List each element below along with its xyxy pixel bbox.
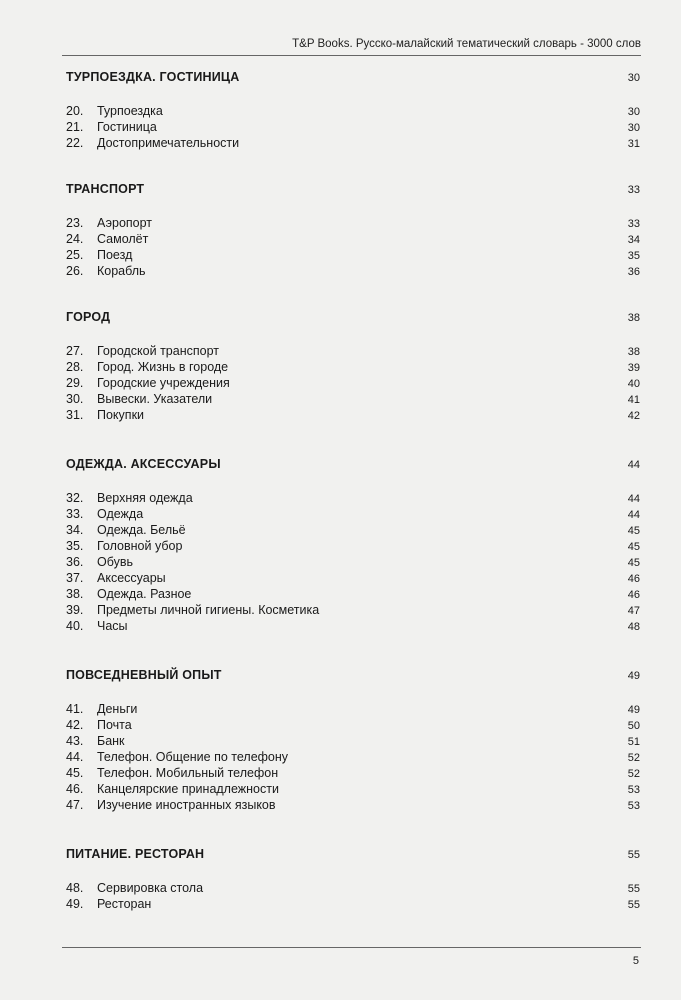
entry-title: Ресторан — [97, 897, 152, 911]
toc-entry — [66, 216, 640, 232]
toc-entry — [66, 136, 640, 152]
entry-number: 20. — [66, 104, 84, 118]
entry-number: 24. — [66, 232, 84, 246]
entry-number: 26. — [66, 264, 84, 278]
entry-page-number: 39 — [627, 362, 640, 374]
toc-section — [66, 70, 640, 182]
entry-title: Телефон. Общение по телефону — [97, 750, 289, 764]
footer-divider — [62, 947, 641, 948]
section-page-number: 44 — [627, 459, 640, 471]
entry-page-number: 36 — [627, 266, 640, 278]
toc-entry — [66, 881, 640, 897]
entry-page-number: 42 — [627, 410, 640, 422]
entry-title: Телефон. Мобильный телефон — [97, 766, 279, 780]
entry-page-number: 30 — [627, 106, 640, 118]
toc-entry — [66, 376, 640, 392]
entry-page-number: 51 — [627, 736, 640, 748]
toc-entry — [66, 587, 640, 603]
entry-page-number: 38 — [627, 346, 640, 358]
toc-entry — [66, 571, 640, 587]
entry-number: 34. — [66, 523, 84, 537]
entry-page-number: 30 — [627, 122, 640, 134]
section-title: ОДЕЖДА. АКСЕССУАРЫ — [66, 457, 221, 471]
running-header: T&P Books. Русско-малайский тематический словарь - 3000 слов — [292, 38, 641, 50]
entry-title: Предметы личной гигиены. Косметика — [97, 603, 320, 617]
section-page-number: 30 — [627, 72, 640, 84]
entry-page-number: 33 — [627, 218, 640, 230]
entry-title: Одежда. Разное — [97, 587, 192, 601]
entry-number: 21. — [66, 120, 84, 134]
entry-number: 31. — [66, 408, 84, 422]
toc-entry — [66, 782, 640, 798]
toc-entry — [66, 539, 640, 555]
entry-number: 45. — [66, 766, 84, 780]
entry-number: 23. — [66, 216, 84, 230]
entry-title: Аэропорт — [97, 216, 153, 230]
entry-page-number: 46 — [627, 589, 640, 601]
entry-title: Городской транспорт — [97, 344, 219, 358]
entry-title: Одежда — [97, 507, 144, 521]
entry-page-number: 41 — [627, 394, 640, 406]
entry-title: Почта — [97, 718, 132, 732]
toc-entry — [66, 104, 640, 120]
entry-page-number: 44 — [627, 509, 640, 521]
toc-entry — [66, 750, 640, 766]
toc-entry — [66, 232, 640, 248]
toc-entry — [66, 555, 640, 571]
entry-number: 43. — [66, 734, 84, 748]
entry-page-number: 55 — [627, 899, 640, 911]
toc-section — [66, 668, 640, 847]
entry-page-number: 40 — [627, 378, 640, 390]
toc-entry — [66, 408, 640, 424]
entry-title: Гостиница — [97, 120, 157, 134]
section-page-number: 38 — [627, 312, 640, 324]
entry-title: Изучение иностранных языков — [97, 798, 276, 812]
entry-number: 32. — [66, 491, 84, 505]
entry-title: Банк — [97, 734, 125, 748]
entry-page-number: 52 — [627, 752, 640, 764]
section-title: ГОРОД — [66, 310, 111, 324]
section-heading-row — [66, 182, 640, 202]
toc-entry — [66, 392, 640, 408]
entry-number: 36. — [66, 555, 84, 569]
toc-section — [66, 847, 640, 943]
entry-number: 28. — [66, 360, 84, 374]
toc-entry — [66, 718, 640, 734]
entry-number: 27. — [66, 344, 84, 358]
toc-entry — [66, 360, 640, 376]
entry-page-number: 31 — [627, 138, 640, 150]
entry-title: Турпоездка — [97, 104, 163, 118]
entry-number: 47. — [66, 798, 84, 812]
toc-section — [66, 182, 640, 310]
section-page-number: 49 — [627, 670, 640, 682]
entry-title: Вывески. Указатели — [97, 392, 213, 406]
section-heading-row — [66, 457, 640, 477]
section-title: ТУРПОЕЗДКА. ГОСТИНИЦА — [66, 70, 240, 84]
toc-entry — [66, 120, 640, 136]
entry-number: 29. — [66, 376, 84, 390]
entry-number: 38. — [66, 587, 84, 601]
entry-page-number: 53 — [627, 800, 640, 812]
entry-number: 37. — [66, 571, 84, 585]
entry-number: 46. — [66, 782, 84, 796]
entry-page-number: 55 — [627, 883, 640, 895]
entry-page-number: 44 — [627, 493, 640, 505]
entry-number: 42. — [66, 718, 84, 732]
entry-title: Корабль — [97, 264, 146, 278]
entry-page-number: 50 — [627, 720, 640, 732]
entry-number: 22. — [66, 136, 84, 150]
entry-title: Город. Жизнь в городе — [97, 360, 229, 374]
toc-entry — [66, 523, 640, 539]
toc-entry — [66, 766, 640, 782]
toc-section — [66, 310, 640, 457]
toc-entry — [66, 734, 640, 750]
entry-title: Поезд — [97, 248, 133, 262]
entry-number: 49. — [66, 897, 84, 911]
toc-entry — [66, 702, 640, 718]
entry-title: Покупки — [97, 408, 145, 422]
entry-number: 33. — [66, 507, 84, 521]
entry-title: Самолёт — [97, 232, 149, 246]
entry-page-number: 45 — [627, 541, 640, 553]
entry-page-number: 49 — [627, 704, 640, 716]
entry-title: Сервировка стола — [97, 881, 204, 895]
entry-title: Аксессуары — [97, 571, 166, 585]
toc-entry — [66, 264, 640, 280]
entry-page-number: 52 — [627, 768, 640, 780]
entry-title: Городские учреждения — [97, 376, 230, 390]
section-heading-row — [66, 847, 640, 867]
entry-title: Головной убор — [97, 539, 183, 553]
entry-number: 30. — [66, 392, 84, 406]
entry-number: 40. — [66, 619, 84, 633]
entry-title: Деньги — [97, 702, 138, 716]
entry-number: 35. — [66, 539, 84, 553]
table-of-contents — [66, 70, 640, 943]
entry-number: 41. — [66, 702, 84, 716]
section-title: ПОВСЕДНЕВНЫЙ ОПЫТ — [66, 668, 222, 682]
entry-title: Обувь — [97, 555, 134, 569]
toc-entry — [66, 344, 640, 360]
header-divider — [62, 55, 641, 56]
entry-title: Часы — [97, 619, 128, 633]
section-title: ПИТАНИЕ. РЕСТОРАН — [66, 847, 205, 861]
toc-entry — [66, 619, 640, 635]
toc-entry — [66, 248, 640, 264]
entry-number: 25. — [66, 248, 84, 262]
entry-number: 48. — [66, 881, 84, 895]
entry-page-number: 45 — [627, 525, 640, 537]
toc-section — [66, 457, 640, 668]
section-page-number: 33 — [627, 184, 640, 196]
entry-page-number: 35 — [627, 250, 640, 262]
toc-entry — [66, 798, 640, 814]
entry-title: Верхняя одежда — [97, 491, 193, 505]
entry-page-number: 47 — [627, 605, 640, 617]
entry-page-number: 46 — [627, 573, 640, 585]
section-heading-row — [66, 668, 640, 688]
toc-entry — [66, 603, 640, 619]
entry-page-number: 45 — [627, 557, 640, 569]
section-heading-row — [66, 310, 640, 330]
section-heading-row — [66, 70, 640, 90]
page-number: 5 — [632, 955, 639, 967]
section-title: ТРАНСПОРТ — [66, 182, 145, 196]
entry-title: Канцелярские принадлежности — [97, 782, 279, 796]
entry-number: 44. — [66, 750, 84, 764]
entry-page-number: 34 — [627, 234, 640, 246]
entry-number: 39. — [66, 603, 84, 617]
toc-entry — [66, 897, 640, 913]
entry-title: Одежда. Бельё — [97, 523, 186, 537]
toc-entry — [66, 491, 640, 507]
toc-entry — [66, 507, 640, 523]
section-page-number: 55 — [627, 849, 640, 861]
entry-title: Достопримечательности — [97, 136, 240, 150]
entry-page-number: 53 — [627, 784, 640, 796]
entry-page-number: 48 — [627, 621, 640, 633]
